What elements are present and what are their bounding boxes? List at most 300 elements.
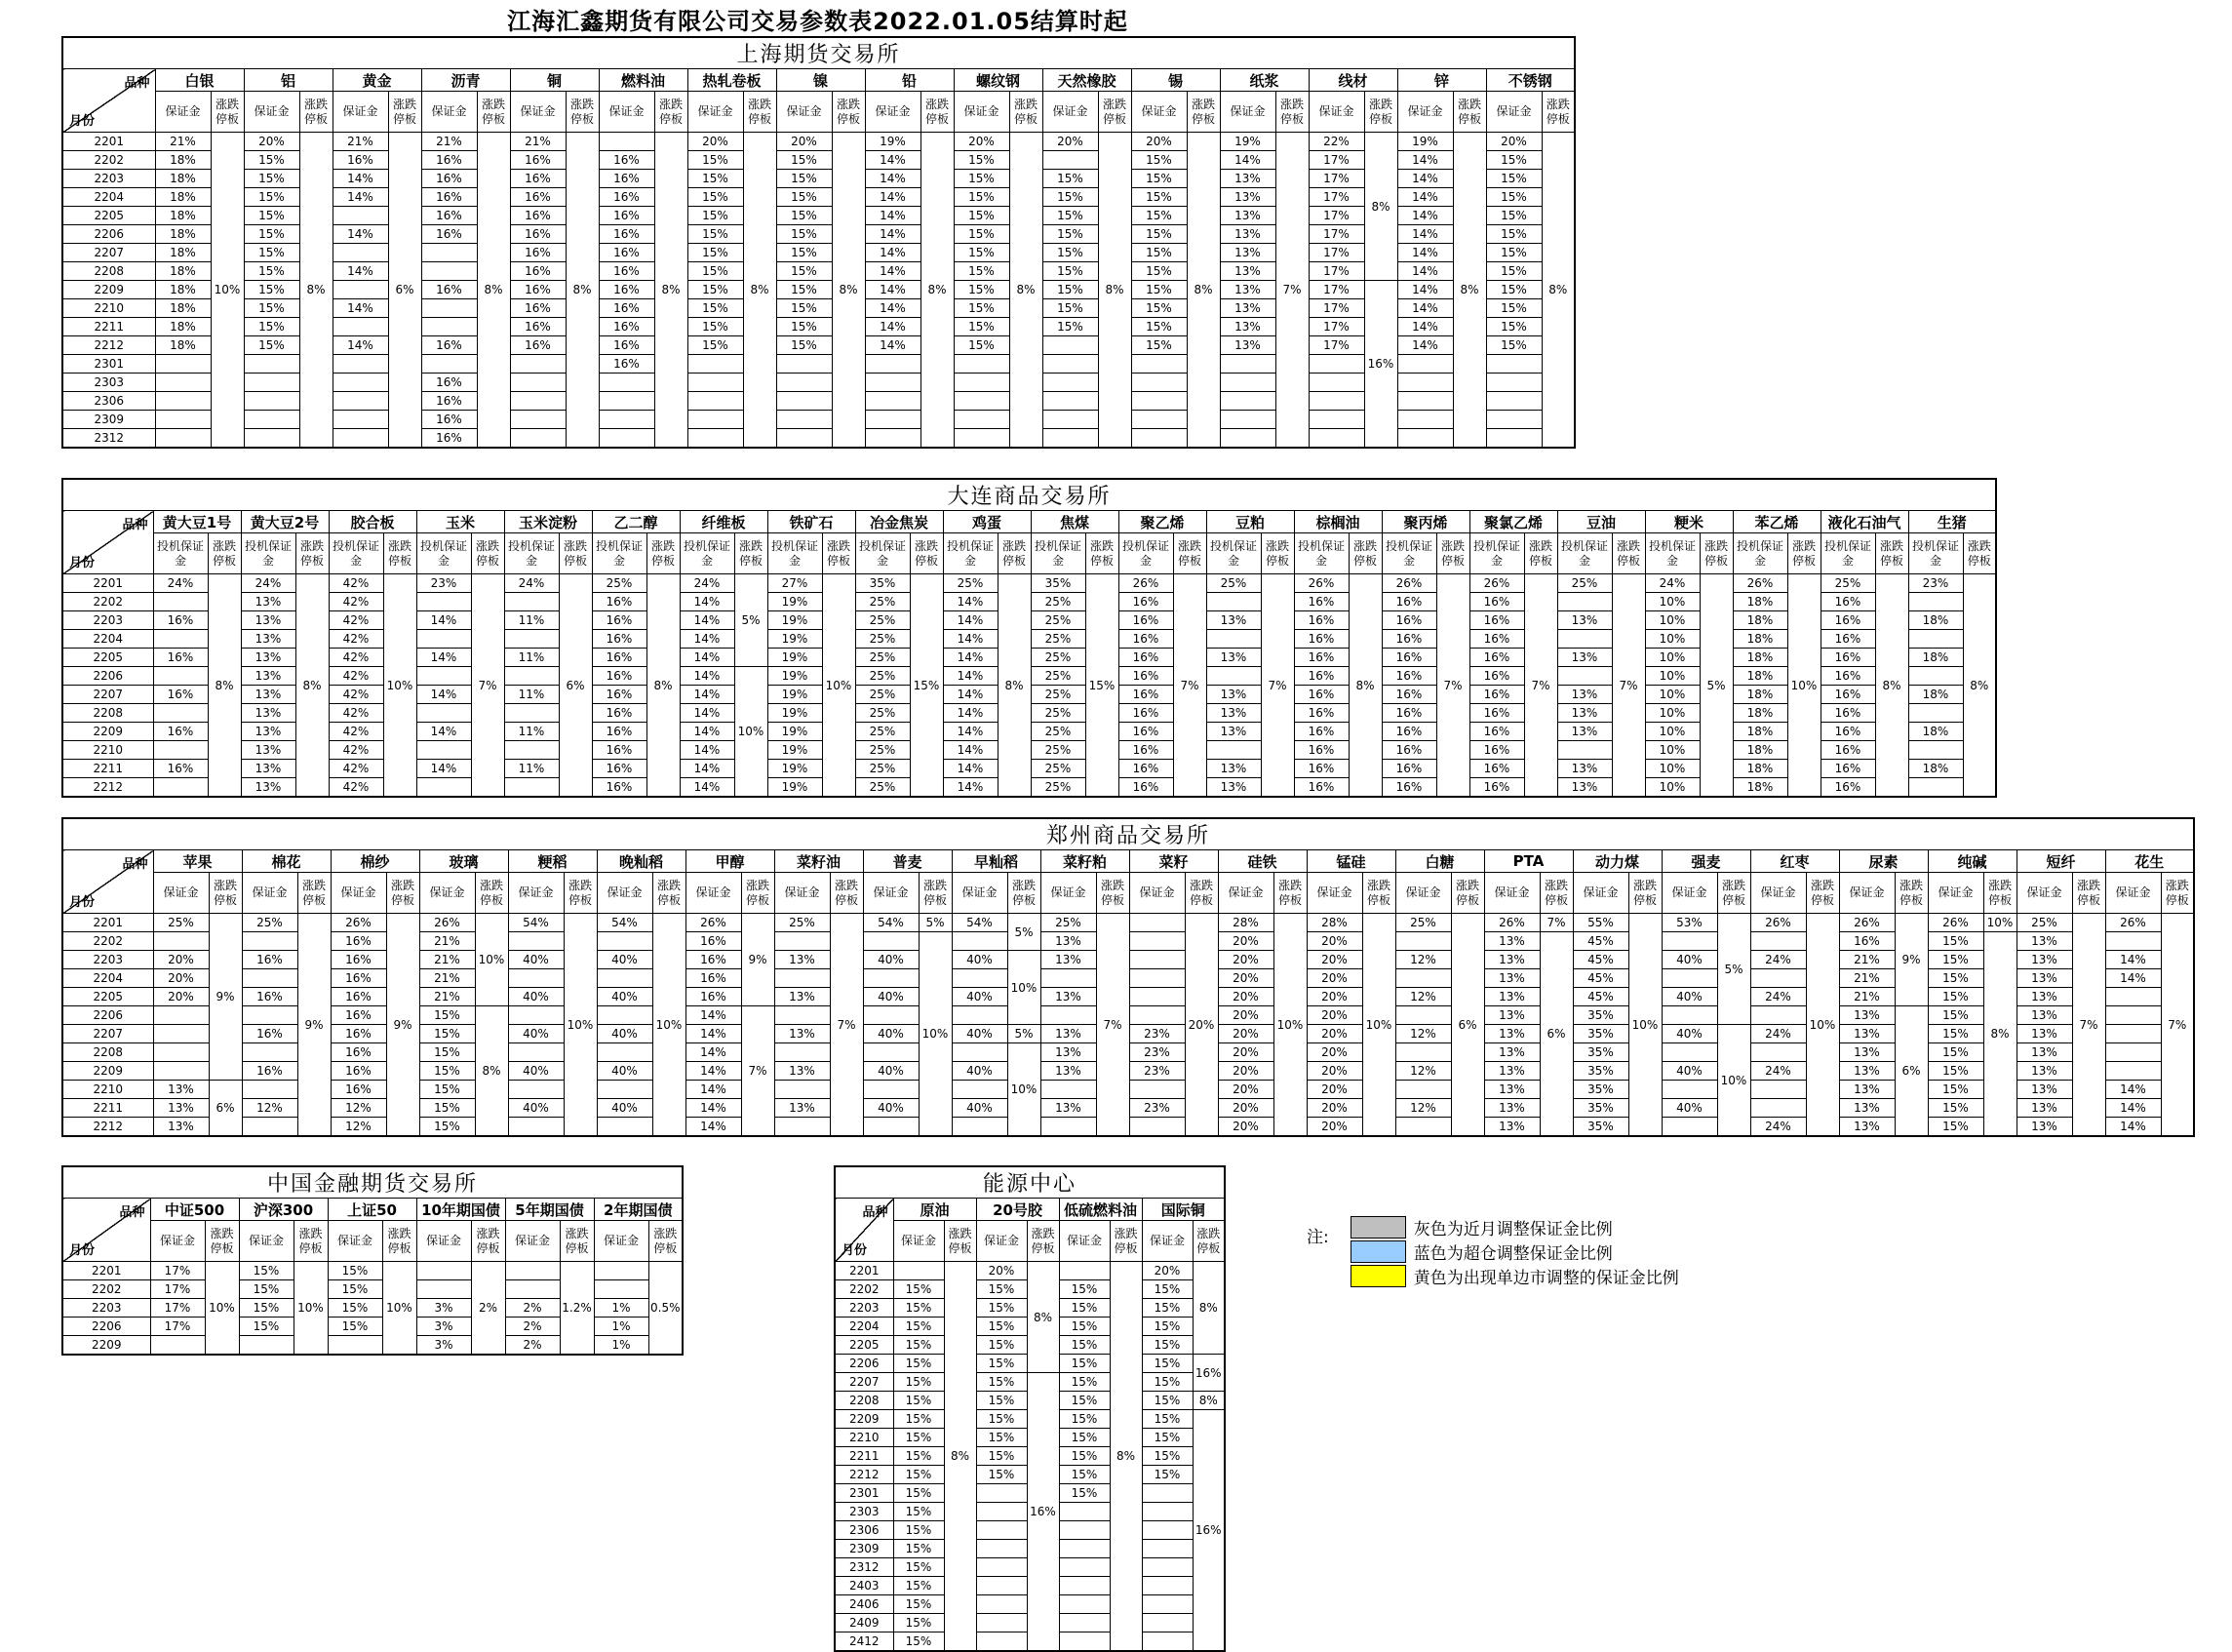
- margin-cell: 26%: [1469, 574, 1524, 593]
- margin-cell: 20%: [1307, 1099, 1362, 1118]
- margin-cell: 42%: [329, 630, 383, 649]
- margin-cell: [153, 1062, 209, 1081]
- margin-cell: [687, 355, 743, 374]
- margin-cell: 13%: [1040, 988, 1096, 1006]
- margin-cell: [1220, 392, 1275, 411]
- margin-cell: 14%: [1397, 336, 1453, 355]
- margin-header: 保证金: [333, 92, 388, 133]
- margin-cell: [421, 262, 477, 281]
- margin-cell: 15%: [419, 1099, 475, 1118]
- limit-header: 涨跌停板: [382, 1221, 416, 1262]
- margin-cell: 15%: [239, 1299, 294, 1318]
- margin-cell: 17%: [1309, 262, 1364, 281]
- margin-cell: 20%: [1307, 951, 1362, 969]
- margin-cell: [155, 355, 211, 374]
- margin-header: 投机保证金: [680, 533, 734, 574]
- product-header: 花生: [2105, 850, 2194, 873]
- margin-cell: 16%: [599, 355, 654, 374]
- margin-cell: 16%: [331, 1025, 386, 1043]
- margin-cell: 26%: [685, 914, 741, 932]
- limit-cell: 0.5%: [648, 1262, 683, 1356]
- limit-header: 涨跌停板: [648, 1221, 683, 1262]
- margin-cell: [1042, 429, 1098, 449]
- margin-cell: 13%: [2017, 1099, 2072, 1118]
- margin-cell: [1042, 411, 1098, 429]
- margin-cell: 14%: [865, 336, 920, 355]
- margin-cell: 15%: [776, 151, 832, 170]
- margin-cell: 15%: [1059, 1355, 1110, 1373]
- margin-cell: 16%: [331, 1043, 386, 1062]
- margin-cell: 40%: [952, 1025, 1007, 1043]
- margin-cell: 20%: [1218, 1006, 1273, 1025]
- margin-cell: 12%: [1395, 1062, 1451, 1081]
- product-header: 甲醇: [685, 850, 774, 873]
- month-cell: 2211: [62, 318, 155, 336]
- limit-cell: 8%: [477, 133, 510, 449]
- margin-cell: 40%: [1662, 1025, 1717, 1043]
- product-header: 热轧卷板: [687, 69, 776, 92]
- limit-header: 涨跌停板: [1187, 92, 1220, 133]
- limit-cell: 10%: [564, 914, 597, 1137]
- margin-cell: 40%: [508, 1099, 564, 1118]
- month-cell: 2203: [62, 951, 153, 969]
- margin-cell: 13%: [2017, 969, 2072, 988]
- margin-cell: [774, 969, 830, 988]
- limit-header: 涨跌停板: [743, 92, 776, 133]
- product-header: 尿素: [1839, 850, 1928, 873]
- margin-cell: 20%: [1218, 932, 1273, 951]
- margin-cell: 25%: [855, 760, 910, 778]
- margin-cell: 16%: [599, 318, 654, 336]
- margin-cell: 15%: [328, 1280, 382, 1299]
- limit-cell: 10%: [734, 667, 767, 798]
- limit-header: 涨跌停板: [1612, 533, 1645, 574]
- margin-cell: 19%: [865, 133, 920, 151]
- margin-cell: 15%: [1486, 225, 1542, 244]
- margin-cell: 16%: [510, 281, 566, 299]
- margin-cell: 16%: [599, 281, 654, 299]
- margin-cell: 15%: [1059, 1299, 1110, 1318]
- limit-cell: 8%: [566, 133, 599, 449]
- margin-cell: 16%: [1294, 593, 1349, 611]
- limit-cell: 10%: [822, 574, 855, 798]
- margin-cell: 15%: [954, 225, 1009, 244]
- margin-cell: 10%: [1645, 686, 1700, 704]
- margin-cell: [776, 355, 832, 374]
- margin-cell: 16%: [1382, 741, 1436, 760]
- margin-header: 投机保证金: [1206, 533, 1261, 574]
- margin-cell: 15%: [776, 170, 832, 188]
- margin-cell: 15%: [1142, 1280, 1193, 1299]
- product-header: 强麦: [1662, 850, 1750, 873]
- limit-header: 涨跌停板: [910, 533, 943, 574]
- margin-cell: 16%: [1382, 760, 1436, 778]
- margin-cell: 25%: [1031, 686, 1085, 704]
- limit-header: 涨跌停板: [1364, 92, 1397, 133]
- margin-cell: 15%: [954, 318, 1009, 336]
- margin-cell: 20%: [1307, 969, 1362, 988]
- margin-cell: 40%: [597, 1025, 652, 1043]
- margin-cell: 45%: [1573, 969, 1628, 988]
- product-header: 棉纱: [331, 850, 419, 873]
- margin-cell: [1309, 411, 1364, 429]
- product-header: 菜籽油: [774, 850, 863, 873]
- margin-cell: 16%: [592, 760, 646, 778]
- month-cell: 2403: [835, 1577, 893, 1595]
- margin-cell: 15%: [893, 1355, 944, 1373]
- margin-cell: 15%: [776, 188, 832, 207]
- margin-cell: 26%: [419, 914, 475, 932]
- margin-cell: 15%: [976, 1466, 1027, 1484]
- margin-cell: [774, 932, 830, 951]
- limit-cell: 8%: [1193, 1262, 1225, 1355]
- near-month-swatch: [1351, 1216, 1406, 1239]
- margin-cell: [1908, 593, 1963, 611]
- margin-cell: 26%: [2105, 914, 2161, 932]
- margin-cell: 14%: [943, 760, 998, 778]
- margin-cell: 14%: [1397, 188, 1453, 207]
- margin-cell: [1131, 355, 1187, 374]
- month-cell: 2203: [62, 1299, 150, 1318]
- margin-cell: 10%: [1645, 611, 1700, 630]
- margin-cell: 14%: [2105, 1099, 2161, 1118]
- margin-cell: 15%: [419, 1043, 475, 1062]
- margin-cell: 26%: [1382, 574, 1436, 593]
- margin-cell: 13%: [1040, 932, 1096, 951]
- margin-cell: 40%: [597, 1062, 652, 1081]
- margin-cell: 16%: [599, 207, 654, 225]
- margin-cell: 15%: [1142, 1410, 1193, 1429]
- margin-cell: [328, 1336, 382, 1356]
- corner-variety-label: 品种: [122, 518, 148, 532]
- product-header: 20号胶: [976, 1199, 1059, 1221]
- margin-cell: 42%: [329, 778, 383, 798]
- margin-cell: 15%: [1928, 969, 1983, 988]
- margin-cell: 16%: [599, 299, 654, 318]
- margin-cell: 14%: [685, 1006, 741, 1025]
- margin-cell: [416, 1262, 471, 1280]
- margin-cell: 13%: [1206, 649, 1261, 667]
- margin-cell: 35%: [1573, 1025, 1628, 1043]
- margin-cell: 13%: [1206, 611, 1261, 630]
- month-cell: 2206: [835, 1355, 893, 1373]
- margin-cell: 16%: [510, 244, 566, 262]
- limit-header: 涨跌停板: [471, 533, 504, 574]
- product-header: 晚籼稻: [597, 850, 685, 873]
- month-cell: 2202: [62, 932, 153, 951]
- limit-header: 涨跌停板: [209, 873, 242, 914]
- margin-header: 投机保证金: [1469, 533, 1524, 574]
- margin-cell: 15%: [1059, 1410, 1110, 1429]
- margin-cell: [863, 1006, 919, 1025]
- margin-header: 投机保证金: [1031, 533, 1085, 574]
- margin-cell: 25%: [855, 686, 910, 704]
- dce-table: [61, 478, 1997, 798]
- margin-cell: 16%: [1294, 667, 1349, 686]
- margin-cell: 15%: [893, 1595, 944, 1614]
- margin-header: 保证金: [1395, 873, 1451, 914]
- limit-cell: 5%: [1007, 1025, 1040, 1043]
- margin-cell: [416, 741, 471, 760]
- limit-cell: 10%: [211, 133, 244, 449]
- margin-cell: [2105, 1025, 2161, 1043]
- margin-cell: 13%: [1040, 1043, 1096, 1062]
- margin-cell: 15%: [687, 244, 743, 262]
- limit-cell: 10%: [1362, 914, 1395, 1137]
- margin-cell: 15%: [1042, 281, 1098, 299]
- margin-cell: 12%: [1395, 1099, 1451, 1118]
- margin-cell: 16%: [1821, 760, 1875, 778]
- margin-cell: 16%: [421, 392, 477, 411]
- margin-cell: 14%: [416, 649, 471, 667]
- product-header: 镍: [776, 69, 865, 92]
- margin-cell: 15%: [419, 1025, 475, 1043]
- margin-header: 保证金: [421, 92, 477, 133]
- margin-cell: 18%: [1908, 611, 1963, 630]
- limit-cell: 20%: [1185, 914, 1218, 1137]
- limit-cell: 10%: [383, 574, 416, 798]
- margin-cell: [1206, 630, 1261, 649]
- margin-cell: 20%: [1218, 1062, 1273, 1081]
- limit-cell: 7%: [1612, 574, 1645, 798]
- margin-cell: [242, 932, 297, 951]
- margin-cell: 13%: [1484, 1043, 1540, 1062]
- margin-header: 保证金: [1131, 92, 1187, 133]
- margin-cell: [1395, 932, 1451, 951]
- month-cell: 2207: [62, 244, 155, 262]
- margin-header: 保证金: [863, 873, 919, 914]
- margin-cell: 14%: [685, 1099, 741, 1118]
- margin-cell: 15%: [1131, 336, 1187, 355]
- month-cell: 2206: [62, 1318, 150, 1336]
- product-header: 黄金: [333, 69, 421, 92]
- limit-cell: 10%: [1717, 1025, 1750, 1137]
- limit-header: 涨跌停板: [1349, 533, 1382, 574]
- margin-cell: [1750, 1099, 1806, 1118]
- margin-cell: 14%: [680, 649, 734, 667]
- margin-header: 保证金: [1129, 873, 1185, 914]
- month-cell: 2309: [62, 411, 155, 429]
- limit-cell: 8%: [832, 133, 865, 449]
- margin-cell: [976, 1558, 1027, 1577]
- margin-header: 保证金: [1142, 1221, 1193, 1262]
- margin-cell: 14%: [865, 188, 920, 207]
- margin-cell: 40%: [863, 1099, 919, 1118]
- margin-cell: 12%: [1395, 951, 1451, 969]
- limit-header: 涨跌停板: [2161, 873, 2194, 914]
- margin-cell: 16%: [510, 318, 566, 336]
- margin-cell: 15%: [687, 207, 743, 225]
- margin-cell: 15%: [419, 1118, 475, 1137]
- margin-cell: 16%: [1469, 686, 1524, 704]
- month-cell: 2203: [62, 170, 155, 188]
- margin-cell: 14%: [943, 630, 998, 649]
- limit-header: 涨跌停板: [1275, 92, 1309, 133]
- margin-cell: 13%: [2017, 1043, 2072, 1062]
- margin-cell: [687, 411, 743, 429]
- margin-cell: 15%: [687, 318, 743, 336]
- margin-cell: [1309, 374, 1364, 392]
- margin-cell: 16%: [421, 281, 477, 299]
- margin-cell: [865, 429, 920, 449]
- limit-cell: 6%: [1540, 932, 1573, 1137]
- margin-cell: 18%: [1908, 649, 1963, 667]
- margin-cell: 21%: [419, 969, 475, 988]
- month-cell: 2208: [835, 1392, 893, 1410]
- margin-cell: 3%: [416, 1336, 471, 1356]
- limit-cell: 9%: [297, 914, 331, 1137]
- product-header: 线材: [1309, 69, 1397, 92]
- margin-cell: 14%: [943, 667, 998, 686]
- margin-header: 投机保证金: [943, 533, 998, 574]
- margin-cell: 25%: [1557, 574, 1612, 593]
- product-header: 生猪: [1908, 511, 1996, 533]
- margin-cell: 14%: [1397, 207, 1453, 225]
- margin-cell: 14%: [865, 299, 920, 318]
- margin-cell: 18%: [1733, 611, 1787, 630]
- margin-cell: [865, 392, 920, 411]
- margin-cell: 42%: [329, 741, 383, 760]
- product-header: 不锈钢: [1486, 69, 1575, 92]
- margin-cell: 15%: [976, 1373, 1027, 1392]
- margin-cell: 13%: [1040, 1062, 1096, 1081]
- limit-header: 涨跌停板: [475, 873, 508, 914]
- margin-cell: 15%: [1486, 188, 1542, 207]
- margin-header: 保证金: [954, 92, 1009, 133]
- margin-cell: 16%: [510, 188, 566, 207]
- margin-cell: 10%: [1645, 723, 1700, 741]
- margin-cell: [1750, 1081, 1806, 1099]
- margin-cell: 16%: [1469, 760, 1524, 778]
- margin-cell: 16%: [331, 1006, 386, 1025]
- margin-header: 投机保证金: [1294, 533, 1349, 574]
- product-header: 燃料油: [599, 69, 687, 92]
- margin-cell: 14%: [1397, 244, 1453, 262]
- margin-cell: 20%: [1307, 1081, 1362, 1099]
- margin-cell: 13%: [2017, 932, 2072, 951]
- margin-cell: 15%: [954, 188, 1009, 207]
- margin-cell: 14%: [865, 318, 920, 336]
- corner-variety-label: 品种: [119, 1205, 145, 1220]
- margin-cell: [153, 1006, 209, 1025]
- product-header: 粳米: [1645, 511, 1733, 533]
- margin-cell: [508, 1118, 564, 1137]
- margin-cell: 13%: [1040, 951, 1096, 969]
- margin-cell: 14%: [943, 778, 998, 798]
- margin-cell: 16%: [592, 630, 646, 649]
- margin-cell: 16%: [1821, 723, 1875, 741]
- limit-cell: 8%: [1364, 133, 1397, 281]
- margin-cell: 20%: [1218, 951, 1273, 969]
- margin-cell: 14%: [865, 244, 920, 262]
- product-header: 棉花: [242, 850, 331, 873]
- margin-cell: 25%: [855, 593, 910, 611]
- margin-cell: [504, 778, 559, 798]
- margin-header: 保证金: [1484, 873, 1540, 914]
- limit-cell: 5%: [1700, 574, 1733, 798]
- margin-cell: 19%: [767, 649, 822, 667]
- margin-cell: [976, 1595, 1027, 1614]
- margin-cell: [1042, 392, 1098, 411]
- margin-cell: 15%: [776, 281, 832, 299]
- margin-cell: 19%: [1220, 133, 1275, 151]
- margin-cell: [1040, 1118, 1096, 1137]
- margin-header: 投机保证金: [329, 533, 383, 574]
- margin-cell: 25%: [855, 723, 910, 741]
- product-header: 白银: [155, 69, 244, 92]
- margin-header: 保证金: [1309, 92, 1364, 133]
- margin-cell: 16%: [421, 170, 477, 188]
- margin-cell: 14%: [416, 686, 471, 704]
- margin-cell: 20%: [244, 133, 299, 151]
- margin-cell: 40%: [863, 951, 919, 969]
- limit-header: 涨跌停板: [1524, 533, 1557, 574]
- limit-cell: 1.2%: [560, 1262, 594, 1356]
- margin-cell: 18%: [155, 151, 211, 170]
- margin-cell: 16%: [421, 151, 477, 170]
- margin-cell: 16%: [1118, 686, 1173, 704]
- product-header: 锌: [1397, 69, 1486, 92]
- margin-cell: 14%: [685, 1025, 741, 1043]
- limit-header: 涨跌停板: [1895, 873, 1928, 914]
- margin-cell: 16%: [421, 188, 477, 207]
- margin-cell: 18%: [1908, 760, 1963, 778]
- margin-cell: 21%: [1839, 969, 1895, 988]
- product-header: 焦煤: [1031, 511, 1118, 533]
- margin-header: 保证金: [1573, 873, 1628, 914]
- limit-header: 涨跌停板: [1453, 92, 1486, 133]
- margin-cell: 16%: [1294, 778, 1349, 798]
- margin-cell: 14%: [680, 611, 734, 630]
- margin-cell: 3%: [416, 1318, 471, 1336]
- limit-header: 涨跌停板: [1963, 533, 1996, 574]
- margin-header: 保证金: [776, 92, 832, 133]
- margin-cell: [242, 1043, 297, 1062]
- margin-cell: [1129, 951, 1185, 969]
- limit-header: 涨跌停板: [1436, 533, 1469, 574]
- margin-cell: [239, 1336, 294, 1356]
- margin-header: 保证金: [976, 1221, 1027, 1262]
- margin-cell: 40%: [508, 951, 564, 969]
- cffex-table: [61, 1165, 684, 1356]
- margin-header: 投机保证金: [416, 533, 471, 574]
- margin-cell: 13%: [153, 1118, 209, 1137]
- margin-cell: 17%: [150, 1280, 205, 1299]
- margin-cell: [1486, 429, 1542, 449]
- margin-cell: [1059, 1521, 1110, 1540]
- margin-header: 投机保证金: [767, 533, 822, 574]
- margin-cell: [1395, 1118, 1451, 1137]
- margin-header: 投机保证金: [1118, 533, 1173, 574]
- limit-cell: 16%: [1027, 1373, 1059, 1652]
- month-cell: 2208: [62, 704, 153, 723]
- margin-cell: 13%: [2017, 1025, 2072, 1043]
- margin-cell: 18%: [1733, 630, 1787, 649]
- margin-cell: 16%: [1294, 686, 1349, 704]
- margin-cell: 53%: [1662, 914, 1717, 932]
- margin-cell: 14%: [1397, 318, 1453, 336]
- margin-cell: 16%: [1469, 741, 1524, 760]
- limit-header: 涨跌停板: [1700, 533, 1733, 574]
- margin-cell: 15%: [893, 1392, 944, 1410]
- margin-cell: 11%: [504, 649, 559, 667]
- margin-cell: 21%: [421, 133, 477, 151]
- product-header: 锰硅: [1307, 850, 1395, 873]
- margin-cell: 15%: [954, 244, 1009, 262]
- margin-cell: 55%: [1573, 914, 1628, 932]
- limit-cell: 7%: [1436, 574, 1469, 798]
- margin-cell: 16%: [1118, 593, 1173, 611]
